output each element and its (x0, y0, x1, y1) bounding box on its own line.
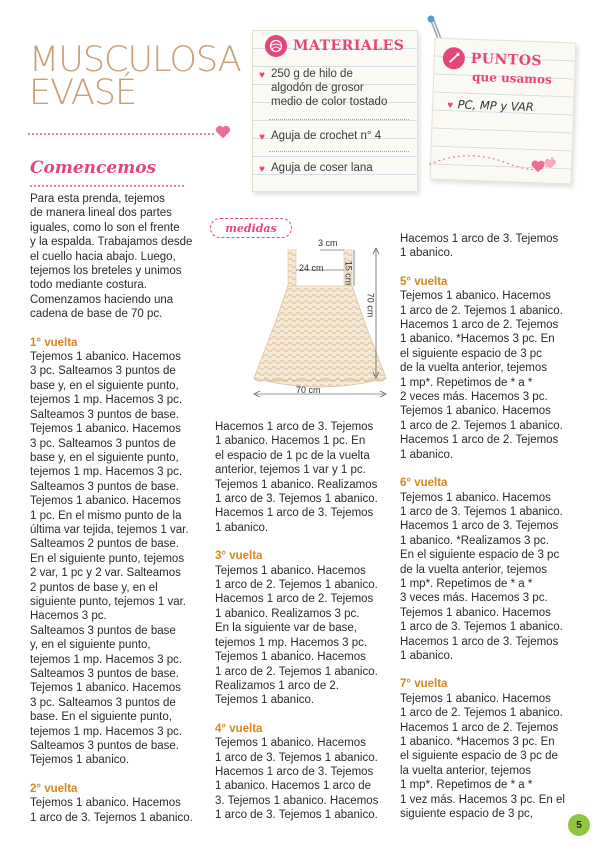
vuelta-heading: 1° vuelta (30, 336, 78, 349)
text-line: tejemos 1 mp. Hacemos 3 pc. (30, 725, 183, 738)
text-line: Tejemos 1 abanico. Hacemos (400, 692, 551, 705)
vuelta-instructions (30, 350, 220, 768)
vuelta-instructions (30, 796, 220, 825)
text-line: En la siguiente var de base, (215, 622, 357, 635)
text-line: En el siguiente espacio de 3 pc (400, 549, 560, 562)
page-title (29, 40, 241, 113)
text-line: Tejemos 1 abanico. (30, 754, 130, 767)
vuelta-heading: 6° vuelta (400, 477, 448, 490)
vuelta-instructions (215, 736, 393, 822)
text-column-1 (30, 192, 220, 825)
vuelta-heading: 4° vuelta (215, 722, 263, 735)
text-line: Tejemos 1 abanico. Hacemos (30, 797, 181, 810)
text-column-2 (215, 420, 393, 823)
material-line: medio de color tostado (271, 96, 388, 108)
text-line: Comenzamos haciendo una (30, 293, 174, 306)
text-line: 1 arco de 2. Tejemos 1 abanico. (215, 665, 378, 678)
text-line: tejemos 1 mp. Hacemos 3 pc. (215, 636, 368, 649)
vuelta-heading: 2° vuelta (30, 782, 78, 795)
text-line: Tejemos 1 abanico. (215, 694, 315, 707)
heart-bullet-icon: ♥ (259, 132, 265, 143)
text-column-3 (400, 232, 580, 821)
material-item-aguja-crochet (259, 129, 382, 143)
dimension-label: 70 cm (365, 292, 376, 318)
text-line: Tejemos 1 abanico. Hacemos (215, 651, 366, 664)
text-line: Tejemos 1 abanico. Hacemos (30, 351, 181, 364)
text-line: 1 arco de 2. Tejemos 1 abanico. (400, 707, 563, 720)
text-line: Hacemos 1 arco de 2. Tejemos (215, 593, 374, 606)
text-line: 2 var, 1 pc y 2 var. Salteamos (30, 567, 181, 580)
dimension-label: 3 cm (318, 238, 338, 248)
puntos-list (447, 95, 534, 116)
text-line: 2 veces más. Hacemos 3 pc. (400, 391, 548, 404)
material-line: 250 g de hilo de (271, 68, 353, 80)
vuelta-instructions (400, 289, 580, 462)
text-line: Hacemos 1 arco de 3. Tejemos (400, 520, 559, 533)
text-line: 1 abanico. (400, 448, 454, 461)
text-line: Tejemos 1 abanico. Hacemos (400, 491, 551, 504)
text-line: Salteamos 3 puntos de base. (30, 480, 179, 493)
text-line: de la vuelta anterior, tejemos (400, 563, 548, 576)
text-line: 1 abanico. *Hacemos 3 pc. En (400, 736, 555, 748)
text-line: el espacio de 1 pc de la vuelta (215, 449, 370, 462)
text-line: base y, en el siguiente punto, (30, 451, 179, 464)
text-line: todo mediante costura. (30, 279, 147, 292)
heart-bullet-icon: ♥ (259, 164, 265, 175)
text-line: de la vuelta anterior, tejemos (400, 362, 548, 375)
text-line: base y, en el siguiente punto, (30, 379, 179, 392)
materiales-card (252, 30, 418, 192)
text-line: 1 mp*. Repetimos de * a * (400, 577, 533, 590)
text-line: 1 abanico. (400, 649, 454, 662)
text-line: Salteamos 3 puntos de base. (30, 668, 179, 680)
text-line: 3 pc. Salteamos 3 puntos de (30, 696, 176, 709)
material-item-aguja-lana (259, 161, 373, 175)
text-line: Hacemos 1 arco de 3. Tejemos (215, 507, 374, 520)
text-line: 3. Tejemos 1 abanico. Hacemos (215, 794, 379, 807)
text-line: Realizamos 1 arco de 2. (215, 679, 340, 692)
text-line: 1 arco de 3. Tejemos 1 abanico. (400, 621, 563, 634)
text-line: 1 abanico. *Hacemos 3 pc. En (400, 333, 555, 346)
text-line: 1 abanico. *Realizamos 3 pc. (400, 534, 549, 547)
medidas-label: medidas (210, 218, 292, 238)
text-line: 3 veces más. Hacemos 3 pc. (400, 592, 548, 605)
text-line: Hacemos 1 arco de 3. Tejemos (215, 765, 374, 778)
text-line: Salteamos 3 puntos de base (30, 624, 176, 637)
text-line: 1 arco de 3. Tejemos 1 abanico. (215, 809, 378, 822)
text-line: y la espalda. Trabajamos desde (30, 236, 193, 249)
text-line: 1 arco de 3. Tejemos 1 abanico. (215, 493, 378, 506)
text-line: Tejemos 1 abanico. Hacemos (30, 682, 181, 695)
text-line: Tejemos 1 abanico. Hacemos (215, 564, 366, 577)
text-line: 1 mp*. Repetimos de * a * (400, 376, 533, 389)
material-line: algodón de grosor (271, 82, 364, 94)
title-line-1: MUSCULOSA (29, 40, 241, 80)
heart-icon (214, 123, 232, 141)
text-line: 1 vez más. Hacemos 3 pc. En el (400, 793, 565, 806)
text-line: tejemos los breteles y unimos (30, 265, 182, 278)
text-line: 1 arco de 3. Tejemos 1 abanico. (30, 811, 193, 824)
continued-instructions (215, 420, 393, 535)
dimension-label: 24 cm (299, 263, 324, 273)
title-line-2: EVASÉ (29, 73, 137, 113)
text-line: anterior, tejemos 1 var y 1 pc. (215, 464, 366, 477)
text-line: Hacemos 1 arco de 2. Tejemos (400, 721, 559, 734)
puntos-title: PUNTOS (470, 50, 543, 70)
text-line: tejemos 1 mp. Hacemos 3 pc. (30, 394, 183, 407)
text-line: Salteamos 2 puntos de base. (30, 538, 179, 551)
text-line: 1 arco de 3. Tejemos 1 abanico. (400, 505, 563, 518)
text-line: Tejemos 1 abanico. Hacemos (400, 405, 551, 418)
puntos-card (430, 38, 577, 185)
text-line: Salteamos 3 puntos de base. (30, 740, 179, 753)
text-line: 1 abanico. (400, 247, 454, 260)
text-line: el cuello hacia abajo. Luego, (30, 250, 176, 263)
text-line: 1 abanico. (215, 521, 269, 534)
text-line: 1 arco de 2. Tejemos 1 abanico. (215, 579, 378, 592)
material-line: Aguja de coser lana (271, 162, 373, 174)
hearts-icon (529, 154, 560, 177)
puntos-header (442, 47, 542, 72)
text-line: 1 abanico. Hacemos 1 arco de (215, 780, 371, 793)
title-dotted-rule (28, 133, 214, 135)
text-line: Hacemos 1 arco de 2. Tejemos (400, 319, 559, 332)
vuelta-heading: 7° vuelta (400, 678, 448, 691)
text-line: 2 puntos de base y, en el (30, 581, 158, 594)
dimension-label: 15 cm (343, 260, 354, 286)
text-line: 1 abanico. Hacemos 1 pc. En (215, 435, 366, 448)
continued-instructions (400, 232, 580, 261)
crochet-hook-icon (442, 47, 465, 70)
text-line: Tejemos 1 abanico. Hacemos (30, 495, 181, 508)
text-line: Para esta prenda, tejemos (30, 193, 165, 205)
materiales-title: MATERIALES (293, 38, 405, 54)
text-line: iguales, como lo son el frente (30, 221, 180, 234)
materiales-divider (269, 151, 409, 152)
text-line: Hacemos 1 arco de 3. Tejemos (400, 233, 559, 245)
text-line: 1 pc. En el mismo punto de la (30, 509, 182, 522)
vuelta-instructions (400, 692, 580, 822)
text-line: Hacemos 3 pc. (30, 610, 107, 623)
vuelta-heading: 3° vuelta (215, 550, 263, 563)
text-line: Tejemos 1 abanico. Hacemos (400, 290, 551, 303)
text-line: y, en el siguiente punto, (30, 639, 151, 652)
heart-bullet-icon: ♥ (446, 100, 454, 112)
heart-bullet-icon: ♥ (259, 70, 265, 81)
text-line: 1 arco de 2. Tejemos 1 abanico. (400, 304, 563, 317)
text-line: 1 arco de 3. Tejemos 1 abanico. (215, 751, 378, 764)
text-line: la vuelta anterior, tejemos (400, 764, 532, 777)
section-heading: Comencemos (30, 158, 157, 178)
text-line: el siguiente espacio de 3 pc (400, 347, 542, 360)
text-line: tejemos 1 mp. Hacemos 3 pc. (30, 653, 183, 666)
intro-paragraph (30, 192, 220, 322)
text-line: 1 mp*. Repetimos de * a * (400, 779, 533, 792)
text-line: base. En el siguiente punto, (30, 711, 172, 724)
text-line: 1 arco de 2. Tejemos 1 abanico. (400, 419, 563, 432)
text-line: 3 pc. Salteamos 3 puntos de (30, 365, 176, 378)
text-line: Hacemos 1 arco de 3. Tejemos (215, 421, 374, 433)
text-line: de manera lineal dos partes (30, 207, 172, 220)
text-line: Salteamos 3 puntos de base. (30, 408, 179, 421)
text-line: el siguiente espacio de 3 pc de (400, 750, 558, 763)
vuelta-heading: 5° vuelta (400, 275, 448, 288)
materiales-divider (269, 119, 409, 120)
text-line: Hacemos 1 arco de 2. Tejemos (400, 434, 559, 447)
puntos-subtitle: que usamos (471, 69, 553, 87)
vuelta-instructions (400, 491, 580, 664)
text-line: última var tejida, tejemos 1 var. (30, 523, 189, 536)
vuelta-instructions (215, 564, 393, 708)
dimension-label: 70 cm (296, 385, 321, 395)
text-line: Tejemos 1 abanico. Hacemos (30, 423, 181, 436)
puntos-list-text: PC, MP y VAR (457, 97, 534, 115)
text-line: Tejemos 1 abanico. Hacemos (215, 737, 366, 750)
section-dotted-rule (30, 185, 184, 187)
text-line: siguiente punto, tejemos 1 var. (30, 595, 186, 608)
text-line: Tejemos 1 abanico. Hacemos (400, 606, 551, 619)
page-number: 5 (568, 814, 590, 836)
text-line: tejemos 1 mp. Hacemos 3 pc. (30, 466, 183, 479)
text-line: En el siguiente punto, tejemos (30, 552, 185, 565)
text-line: Hacemos 1 arco de 3. Tejemos (400, 635, 559, 648)
text-line: 1 abanico. Realizamos 3 pc. (215, 607, 360, 620)
text-line: cadena de base de 70 pc. (30, 308, 163, 321)
material-line: Aguja de crochet n° 4 (271, 130, 382, 142)
material-item-hilo (259, 67, 388, 109)
text-line: siguiente espacio de 3 pc, (400, 808, 533, 821)
materiales-header (265, 35, 404, 57)
ball-of-yarn-icon (265, 35, 287, 57)
text-line: Tejemos 1 abanico. Realizamos (215, 478, 378, 491)
text-line: 3 pc. Salteamos 3 puntos de (30, 437, 176, 450)
